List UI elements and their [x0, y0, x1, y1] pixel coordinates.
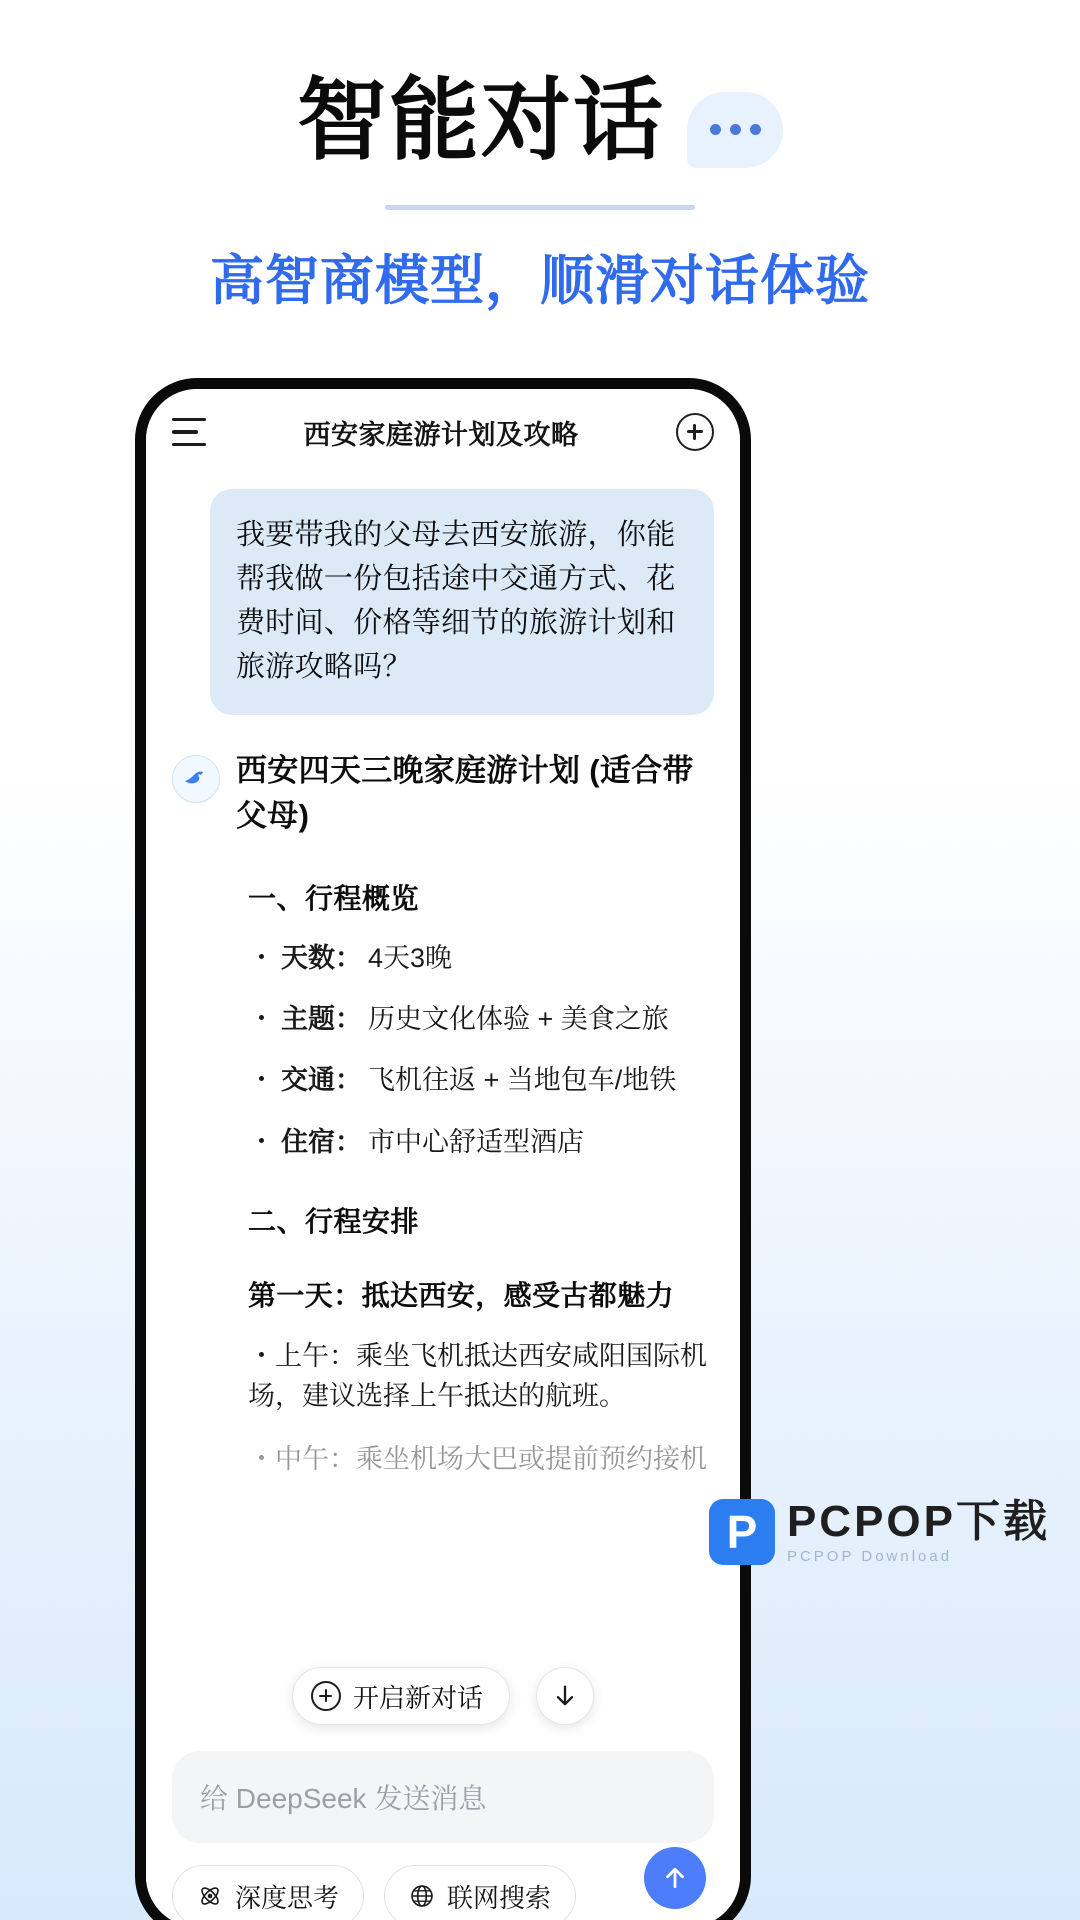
bullet-icon: ・: [248, 943, 275, 974]
list-item-value: 4天3晚: [368, 943, 453, 974]
list-item: [248, 1000, 714, 1039]
conversation-title: 西安家庭游计划及攻略: [303, 419, 579, 450]
assistant-body: [236, 749, 714, 1479]
bullet-icon: ・: [248, 1004, 275, 1035]
watermark-logo: P: [709, 1499, 775, 1565]
assistant-message: [172, 749, 714, 1479]
day-one-morning-text: ・上午：乘坐飞机抵达西安咸阳国际机场，建议选择上午抵达的航班。: [248, 1340, 707, 1412]
send-button[interactable]: [644, 1847, 706, 1909]
phone-mockup: [135, 378, 751, 1920]
watermark-main-text: PCPOP下载: [786, 1497, 1050, 1547]
arrow-down-icon: [551, 1682, 579, 1710]
bullet-icon: ・: [248, 1126, 275, 1157]
watermark-text: [787, 1499, 1050, 1565]
composer-chip-row: [172, 1843, 714, 1920]
list-item-value: 历史文化体验 + 美食之旅: [368, 1004, 669, 1035]
list-item-label: 主题：: [281, 1004, 362, 1035]
page-title: 智能对话: [297, 71, 665, 171]
new-conversation-button[interactable]: [292, 1667, 510, 1725]
chat-bubble-icon: [687, 92, 783, 168]
list-item: [248, 1123, 714, 1162]
plus-circle-icon: [311, 1681, 341, 1711]
hamburger-menu-icon[interactable]: [172, 418, 206, 447]
web-search-toggle[interactable]: [384, 1865, 576, 1920]
message-input-placeholder: 给 DeepSeek 发送消息: [200, 1783, 487, 1814]
title-divider: [385, 205, 695, 210]
list-item-value: 飞机往返 + 当地包车/地铁: [368, 1065, 677, 1096]
scroll-to-bottom-button[interactable]: [536, 1667, 594, 1725]
list-item-value: 市中心舒适型酒店: [368, 1126, 584, 1157]
watermark-sub-text: PCPOP Download: [786, 1548, 953, 1566]
list-item: [248, 1061, 714, 1100]
list-item: [248, 939, 714, 978]
deep-think-toggle[interactable]: [172, 1865, 364, 1920]
new-conversation-label: 开启新对话: [352, 1682, 483, 1713]
promo-subtitle: 高智商模型，顺滑对话体验: [210, 251, 870, 311]
list-item-label: 交通：: [281, 1065, 362, 1096]
promo-header: [0, 0, 1080, 315]
bullet-icon: ・: [248, 1065, 275, 1096]
chat-scroll-area[interactable]: [146, 475, 740, 1741]
web-search-label: 联网搜索: [447, 1882, 552, 1913]
floating-controls: [146, 1667, 740, 1725]
list-item-label: 天数：: [281, 943, 362, 974]
user-message-bubble: 我要带我的父母去西安旅游，你能帮我做一份包括途中交通方式、花费时间、价格等细节的旅游计划和旅游攻略吗？: [210, 489, 714, 715]
atom-icon: [197, 1883, 223, 1909]
plus-circle-icon[interactable]: [676, 413, 714, 451]
message-input[interactable]: [172, 1751, 714, 1843]
app-topbar: [146, 389, 740, 475]
watermark: [709, 1499, 1050, 1565]
arrow-up-icon: [660, 1863, 690, 1893]
assistant-heading: 西安四天三晚家庭游计划 (适合带父母): [236, 753, 694, 834]
globe-icon: [409, 1883, 435, 1909]
section-schedule-heading: 二、行程安排: [248, 1205, 420, 1237]
section-overview-heading: 一、行程概览: [248, 883, 420, 915]
deep-think-label: 深度思考: [235, 1882, 340, 1913]
app-screen: [146, 389, 740, 1920]
day-one-noon-text: ・中午：乘坐机场大巴或提前预约接机: [248, 1443, 707, 1474]
day-one-heading: 第一天：抵达西安，感受古都魅力: [248, 1279, 675, 1311]
deepseek-whale-icon: [172, 755, 220, 803]
promo-title-row: [0, 72, 1080, 171]
list-item-label: 住宿：: [281, 1126, 362, 1157]
